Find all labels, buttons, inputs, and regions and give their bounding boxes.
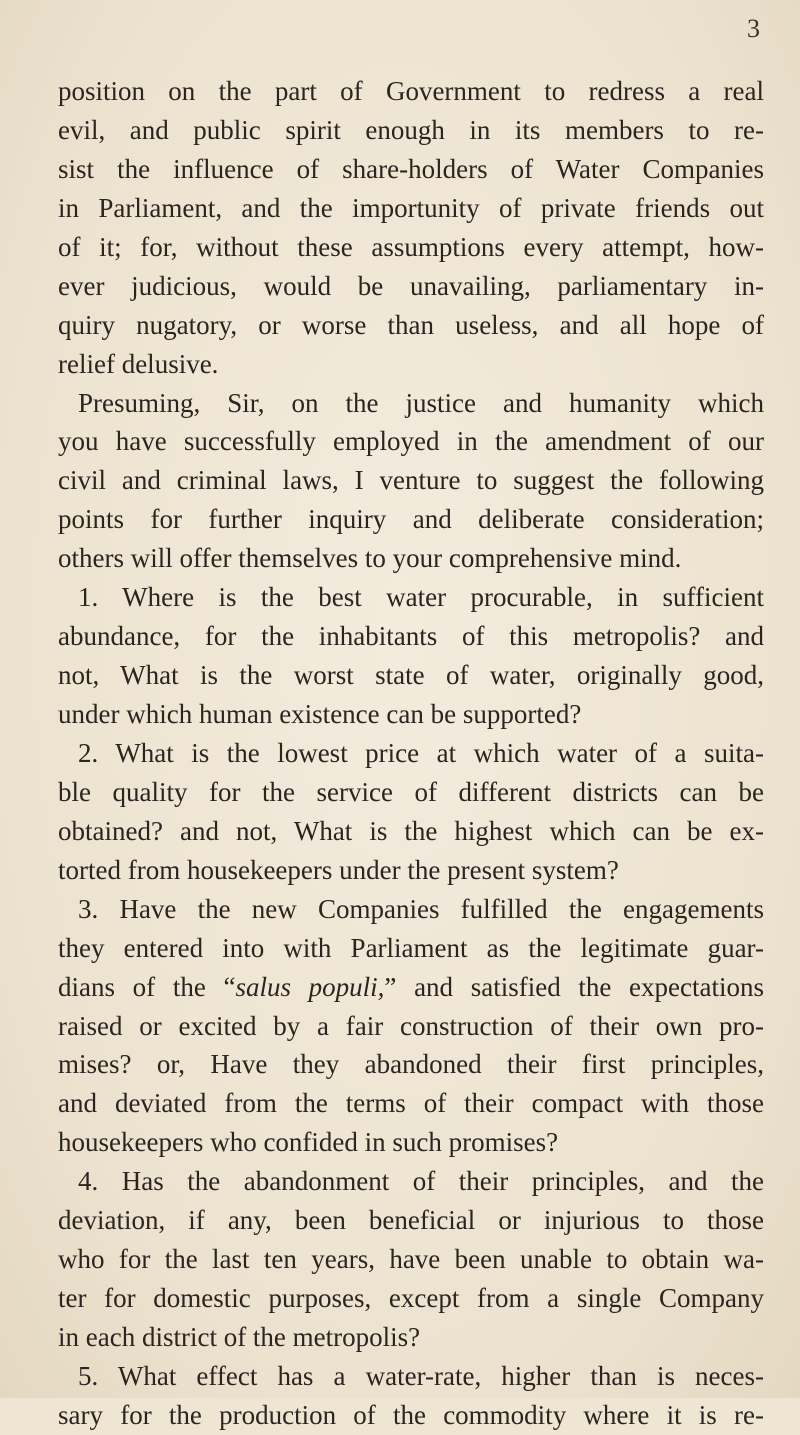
text-line: sist the influence of share-holders of Water Companies <box>58 153 764 184</box>
text-line: under which human existence can be supported? <box>58 699 582 729</box>
paragraph-start-line: Presuming, Sir, on the justice and humanity which <box>78 387 764 418</box>
text-line: ble quality for the service of different districts can be <box>58 776 764 807</box>
text-line: they entered into with Parliament as the legitimate guar- <box>58 932 764 963</box>
text-line: obtained? and not, What is the highest which can be ex- <box>58 815 764 846</box>
question-4-line: 4. Has the abandonment of their principles, and the <box>78 1166 764 1197</box>
text-line: you have successfully employed in the amendment of our <box>58 426 764 457</box>
text-line: not, What is the worst state of water, originally good, <box>58 660 764 691</box>
text-line: in Parliament, and the importunity of private friends out <box>58 192 764 223</box>
text-line: of it; for, without these assumptions every attempt, how- <box>58 231 764 262</box>
text-line: housekeepers who confided in such promises? <box>58 1127 559 1158</box>
text-line: mises? or, Have they abandoned their first principles, <box>58 1049 764 1080</box>
text-line: evil, and public spirit enough in its members to re- <box>58 114 764 145</box>
text-line: ever judicious, would be unavailing, parliamentary in- <box>58 270 764 301</box>
text-line: position on the part of Government to redress a real <box>58 76 764 106</box>
question-3-line: 3. Have the new Companies fulfilled the engagements <box>78 893 764 924</box>
text-line: sary for the production of the commodity where it is re- <box>58 1399 764 1430</box>
text-line: deviation, if any, been beneficial or injurious to those <box>58 1205 764 1236</box>
latin-phrase: salus populi, <box>235 971 385 1002</box>
text-line: torted from housekeepers under the present system? <box>58 854 619 885</box>
question-2-line: 2. What is the lowest price at which water of a suita- <box>78 737 764 768</box>
question-5-line: 5. What effect has a water-rate, higher than is neces- <box>78 1360 764 1391</box>
text-line: in each district of the metropolis? <box>58 1322 421 1352</box>
text-fragment: dians of the “ <box>58 971 236 1002</box>
text-line: civil and criminal laws, I venture to suggest the following <box>58 465 764 496</box>
text-line: points for further inquiry and deliberate consideration; <box>58 504 764 535</box>
question-1-line: 1. Where is the best water procurable, in sufficient <box>78 582 764 613</box>
text-line: who for the last ten years, have been unable to obtain wa- <box>58 1244 764 1275</box>
text-line-with-latin <box>58 968 764 1007</box>
text-line: relief delusive. <box>58 348 219 379</box>
text-line: others will offer themselves to your comprehensive mind. <box>58 543 682 574</box>
body-text <box>58 72 764 1435</box>
page-number: 3 <box>747 14 760 43</box>
text-line: raised or excited by a fair construction of their own pro- <box>58 1010 764 1041</box>
text-fragment: ” and satisfied the expectations <box>384 971 764 1002</box>
text-line: and deviated from the terms of their compact with those <box>58 1088 764 1119</box>
text-line: quiry nugatory, or worse than useless, and all hope of <box>58 309 764 340</box>
text-line: ter for domestic purposes, except from a single Company <box>58 1283 764 1314</box>
text-line: abundance, for the inhabitants of this metropolis? and <box>58 621 764 652</box>
